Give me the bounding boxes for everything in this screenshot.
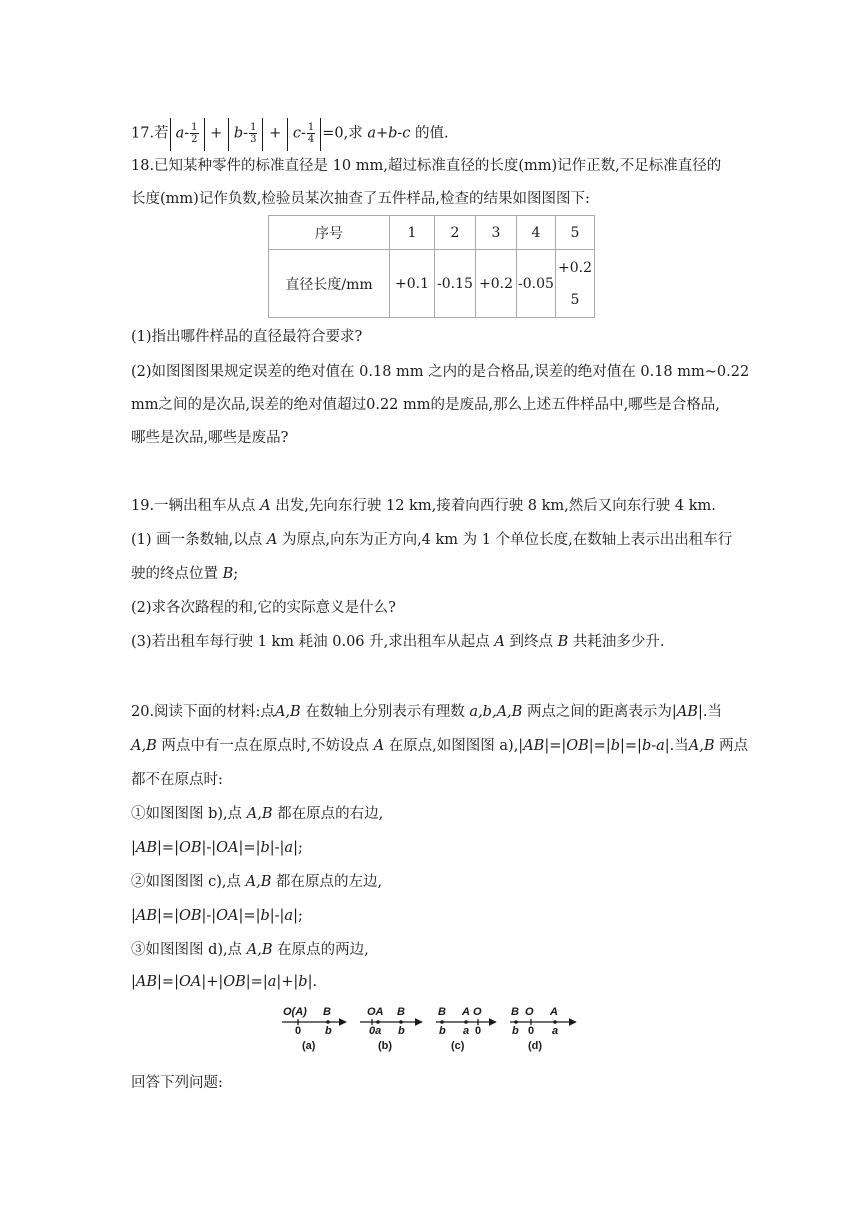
table-header-cell: 1 (390, 216, 435, 250)
number-line-c (436, 1006, 496, 1052)
q20-formula-2: |AB|=|OB|-|OA|=|b|-|a|; (131, 908, 303, 924)
caption-c: (c) (451, 1040, 465, 1052)
q20-formula-1: |AB|=|OB|-|OA|=|b|-|a|; (131, 840, 303, 856)
q19-line-1: 19.一辆出租车从点 A 出发,先向东行驶 12 km,接着向西行驶 8 km,然后又向东行驶 4 km. (131, 498, 716, 514)
abs-term-a: a- $\frac{1}{2}$ (170, 122, 205, 145)
sample-table (268, 215, 595, 318)
label-0: 0 (295, 1025, 302, 1037)
abs-term-b: b- $\frac{1}{3}$ (228, 122, 264, 145)
q20-case-2: ②如图图图 c),点 A,B 都在原点的左边, (131, 874, 383, 890)
q18-line-1: 18.已知某种零件的标准直径是 10 mm,超过标准直径的长度(mm)记作正数,不足标准直径的 (131, 158, 722, 174)
q18-sub-2-line-2: mm之间的是次品,误差的绝对值超过0.22 mm的是废品,那么上述五件样品中,哪些是合格品, (131, 397, 720, 413)
number-line-a (282, 1006, 346, 1052)
label-B: B (397, 1006, 405, 1018)
table-row-label: 直径长度/mm (269, 250, 390, 318)
table-cell: +0.2 (476, 250, 517, 318)
label-0a: 0a (369, 1025, 382, 1037)
label-a: a (552, 1025, 559, 1037)
table-header-cell: 2 (435, 216, 476, 250)
q18-sub-2-line-1: (2)如图图图果规定误差的绝对值在 0.18 mm 之内的是合格品,误差的绝对值在 0.18 mm~0.22 (131, 364, 750, 380)
label-O: O (473, 1006, 482, 1018)
caption-a: (a) (302, 1040, 316, 1052)
q19-sub-3: (3)若出租车每行驶 1 km 耗油 0.06 升,求出租车从起点 A 到终点 B 共耗油多少升. (131, 634, 665, 650)
table-row (269, 216, 595, 250)
table-header-label: 序号 (269, 216, 390, 250)
fraction-one-quarter: $\frac{1}{4}$ (307, 122, 315, 145)
label-O: O (525, 1006, 534, 1018)
fraction-one-half: $\frac{1}{2}$ (191, 122, 198, 145)
q20-line-2: A,B 两点中有一点在原点时,不妨设点 A 在原点,如图图图 a),|AB|=|OB|=|b|=|b-a|.当A,B 两点 (131, 738, 749, 754)
table-cell: -0.15 (435, 250, 476, 318)
caption-b: (b) (378, 1040, 393, 1052)
label-B: B (438, 1006, 446, 1018)
label-O-A: O(A) (283, 1006, 307, 1018)
abs-term-c: c- $\frac{1}{4}$ (287, 122, 321, 145)
q20-line-3: 都不在原点时: (131, 772, 223, 788)
q19-line-2: (1) 画一条数轴,以点 A 为原点,向东为正方向,4 km 为 1 个单位长度,在数轴上表示出出租车行 (131, 532, 733, 548)
label-a: a (463, 1025, 470, 1037)
fraction-one-third: $\frac{1}{3}$ (250, 122, 257, 145)
table-cell: +0.1 (390, 250, 435, 318)
number-line-figure (280, 1002, 580, 1056)
label-b: b (325, 1025, 332, 1037)
label-b: b (398, 1025, 405, 1037)
q20-case-3: ③如图图图 d),点 A,B 在原点的两边, (131, 942, 369, 958)
table-row (269, 250, 595, 318)
number-line-d (510, 1006, 576, 1052)
q18-line-2: 长度(mm)记作负数,检验员某次抽查了五件样品,检查的结果如图图图下: (131, 191, 590, 207)
label-B: B (511, 1006, 519, 1018)
label-b: b (439, 1025, 446, 1037)
q19-line-3: 驶的终点位置 B; (131, 566, 239, 582)
label-0: 0 (528, 1025, 535, 1037)
label-0: 0 (475, 1025, 482, 1037)
label-A: A (550, 1006, 558, 1018)
q19-sub-2: (2)求各次路程的和,它的实际意义是什么? (131, 600, 396, 616)
q18-sub-1: (1)指出哪件样品的直径最符合要求? (131, 329, 363, 345)
q17-line: 17.若 a- $\frac{1}{2}$ + b- $\frac{1}{3}$ + c- $\frac{1}{4}$ =0,求 a+b-c 的值. (131, 122, 449, 145)
q20-answer-prompt: 回答下列问题: (131, 1075, 223, 1091)
number-line-b (360, 1006, 422, 1052)
label-A: A (462, 1006, 470, 1018)
q20-line-1: 20.阅读下面的材料:点A,B 在数轴上分别表示有理数 a,b,A,B 两点之间的距离表示为|AB|.当 (131, 704, 722, 720)
table-cell-wrapped: +0.2 5 (556, 250, 595, 318)
q18-sub-2-line-3: 哪些是次品,哪些是废品? (131, 430, 289, 446)
table-header-cell: 5 (556, 216, 595, 250)
label-b: b (512, 1025, 519, 1037)
caption-d: (d) (528, 1040, 543, 1052)
label-OA: OA (367, 1006, 384, 1018)
q20-case-1: ①如图图图 b),点 A,B 都在原点的右边, (131, 806, 384, 822)
table-cell: -0.05 (517, 250, 556, 318)
q20-formula-3: |AB|=|OA|+|OB|=|a|+|b|. (131, 974, 318, 990)
label-B: B (323, 1006, 331, 1018)
table-header-cell: 3 (476, 216, 517, 250)
table-header-cell: 4 (517, 216, 556, 250)
